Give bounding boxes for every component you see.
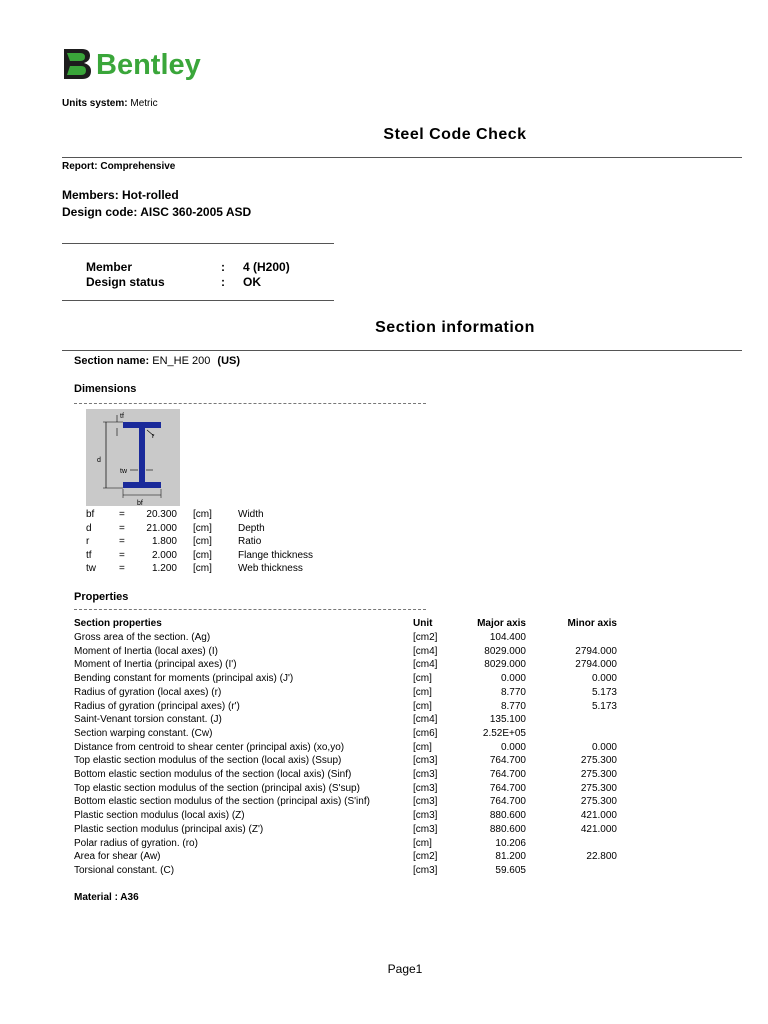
col-header-name: Section properties: [74, 618, 162, 629]
property-name: Radius of gyration (principal axes) (r'): [74, 700, 240, 712]
col-header-major: Major axis: [477, 618, 526, 629]
divider: [62, 350, 742, 351]
property-unit: [cm2]: [413, 851, 438, 863]
property-unit: [cm4]: [413, 714, 438, 726]
property-minor: 5.173: [591, 700, 617, 712]
dimension-desc: Depth: [238, 522, 265, 534]
dimension-unit: [cm]: [193, 536, 212, 547]
property-unit: [cm3]: [413, 864, 438, 876]
material-line: Material : A36: [74, 892, 139, 903]
section-name: [74, 355, 240, 367]
diagram-label-bf: bf: [137, 500, 143, 506]
property-major: 59.605: [495, 864, 526, 876]
dimension-desc: Web thickness: [238, 563, 303, 574]
bentley-b-icon: [62, 47, 92, 81]
property-name: Bottom elastic section modulus of the section (local axis) (Sinf): [74, 769, 352, 780]
units-system: [62, 98, 158, 109]
property-name: Area for shear (Aw): [74, 851, 161, 863]
bentley-logo: [62, 47, 222, 87]
i-section-diagram: [86, 409, 180, 506]
property-unit: [cm]: [413, 837, 432, 849]
dimension-val: 1.200: [151, 563, 177, 574]
design-code-line: Design code: AISC 360-2005 ASD: [62, 205, 252, 219]
dimension-desc: Width: [238, 509, 264, 520]
property-major: 8.770: [500, 700, 526, 712]
dimension-eq: =: [119, 509, 125, 520]
dimension-unit: [cm]: [193, 522, 212, 534]
property-major: 2.52E+05: [482, 727, 526, 739]
property-name: Torsional constant. (C): [74, 864, 175, 876]
page-number: Page1: [387, 962, 423, 976]
property-name: Moment of Inertia (local axes) (I): [74, 645, 218, 657]
properties-heading: Properties: [74, 591, 129, 603]
property-unit: [cm6]: [413, 727, 438, 739]
property-minor: 275.300: [580, 796, 617, 808]
member-label: Member: [86, 260, 133, 274]
col-header-unit: Unit: [413, 618, 433, 629]
property-name: Section warping constant. (Cw): [74, 727, 213, 739]
property-minor: 275.300: [580, 755, 617, 767]
design-status-value: OK: [243, 275, 261, 289]
page-title: Steel Code Check: [383, 126, 527, 143]
property-minor: 421.000: [580, 823, 617, 835]
property-minor: 22.800: [586, 851, 617, 863]
property-major: 880.600: [489, 823, 526, 835]
property-name: Saint-Venant torsion constant. (J): [74, 714, 222, 726]
property-name: Bending constant for moments (principal axis) (J'): [74, 673, 294, 685]
property-minor: 2794.000: [575, 659, 617, 671]
property-major: 8029.000: [484, 659, 526, 671]
member-colon: :: [221, 260, 225, 274]
dimension-val: 21.000: [146, 522, 177, 534]
property-minor: 5.173: [591, 686, 617, 698]
property-name: Top elastic section modulus of the section (local axis) (Ssup): [74, 755, 342, 767]
report-label: Report:: [62, 161, 98, 172]
property-major: 0.000: [500, 741, 526, 753]
divider: [62, 300, 334, 301]
i-beam-icon: [86, 409, 180, 506]
property-name: Moment of Inertia (principal axes) (I'): [74, 659, 237, 671]
property-name: Plastic section modulus (local axis) (Z): [74, 810, 245, 822]
design-status-label: Design status: [86, 275, 165, 289]
property-unit: [cm3]: [413, 810, 438, 822]
property-major: 8029.000: [484, 645, 526, 657]
dimension-sym: tf: [86, 549, 92, 561]
property-major: 880.600: [489, 810, 526, 822]
property-name: Polar radius of gyration. (ro): [74, 837, 198, 849]
dimension-sym: d: [86, 522, 92, 534]
report-value: Comprehensive: [100, 161, 176, 172]
property-major: 104.400: [489, 632, 526, 643]
property-minor: 0.000: [591, 673, 617, 685]
dashed-divider: [74, 609, 426, 610]
property-unit: [cm]: [413, 673, 432, 685]
property-minor: 0.000: [591, 741, 617, 753]
dimension-eq: =: [119, 536, 125, 547]
divider: [62, 243, 334, 244]
property-unit: [cm2]: [413, 632, 438, 643]
diagram-label-d: d: [97, 457, 101, 464]
divider: [62, 157, 742, 158]
member-value: 4 (H200): [243, 260, 290, 274]
section-name-value: EN_HE 200: [152, 355, 211, 367]
property-unit: [cm3]: [413, 782, 438, 794]
units-label: Units system:: [62, 98, 128, 109]
property-major: 764.700: [489, 755, 526, 767]
dimension-eq: =: [119, 563, 125, 574]
property-major: 764.700: [489, 796, 526, 808]
dimension-desc: Ratio: [238, 536, 262, 547]
section-name-suffix: (US): [217, 355, 241, 367]
dimension-sym: r: [86, 536, 90, 547]
col-header-minor: Minor axis: [567, 618, 617, 629]
property-name: Gross area of the section. (Ag): [74, 632, 211, 643]
property-unit: [cm4]: [413, 659, 438, 671]
property-major: 0.000: [500, 673, 526, 685]
dimension-unit: [cm]: [193, 549, 212, 561]
section-title: Section information: [375, 319, 535, 336]
property-unit: [cm4]: [413, 645, 438, 657]
dimension-val: 20.300: [146, 509, 177, 520]
property-name: Top elastic section modulus of the section (principal axis) (S'sup): [74, 782, 360, 794]
dimension-eq: =: [119, 549, 125, 561]
property-major: 764.700: [489, 782, 526, 794]
diagram-label-tf: tf: [120, 413, 124, 420]
property-minor: 2794.000: [575, 645, 617, 657]
dimension-unit: [cm]: [193, 563, 212, 574]
property-name: Bottom elastic section modulus of the section (principal axis) (S'inf): [74, 796, 370, 808]
dimension-val: 1.800: [151, 536, 177, 547]
report-line: [62, 161, 175, 172]
property-minor: 275.300: [580, 782, 617, 794]
property-name: Plastic section modulus (principal axis) (Z'): [74, 823, 264, 835]
property-minor: 421.000: [580, 810, 617, 822]
property-unit: [cm]: [413, 741, 432, 753]
dimension-desc: Flange thickness: [238, 549, 314, 561]
property-unit: [cm]: [413, 700, 432, 712]
dimensions-heading: Dimensions: [74, 383, 137, 395]
section-name-label: Section name:: [74, 355, 150, 367]
dimension-val: 2.000: [151, 549, 177, 561]
dimension-sym: tw: [86, 563, 96, 574]
property-unit: [cm]: [413, 686, 432, 698]
property-name: Distance from centroid to shear center (principal axis) (xo,yo): [74, 741, 345, 753]
property-unit: [cm3]: [413, 769, 438, 780]
property-unit: [cm3]: [413, 823, 438, 835]
property-major: 81.200: [495, 851, 526, 863]
members-line: Members: Hot-rolled: [62, 188, 179, 202]
property-unit: [cm3]: [413, 796, 438, 808]
design-status-colon: :: [221, 275, 225, 289]
property-minor: 275.300: [580, 769, 617, 780]
property-name: Radius of gyration (local axes) (r): [74, 686, 222, 698]
property-major: 8.770: [500, 686, 526, 698]
logo-text: Bentley: [96, 49, 201, 81]
property-major: 764.700: [489, 769, 526, 780]
dashed-divider: [74, 403, 426, 404]
property-major: 135.100: [489, 714, 526, 726]
units-value: Metric: [130, 98, 158, 109]
dimension-eq: =: [119, 522, 125, 534]
diagram-label-tw: tw: [120, 468, 127, 475]
diagram-label-r: r: [152, 433, 155, 440]
dimension-sym: bf: [86, 509, 95, 520]
dimension-unit: [cm]: [193, 509, 212, 520]
property-major: 10.206: [495, 837, 526, 849]
property-unit: [cm3]: [413, 755, 438, 767]
